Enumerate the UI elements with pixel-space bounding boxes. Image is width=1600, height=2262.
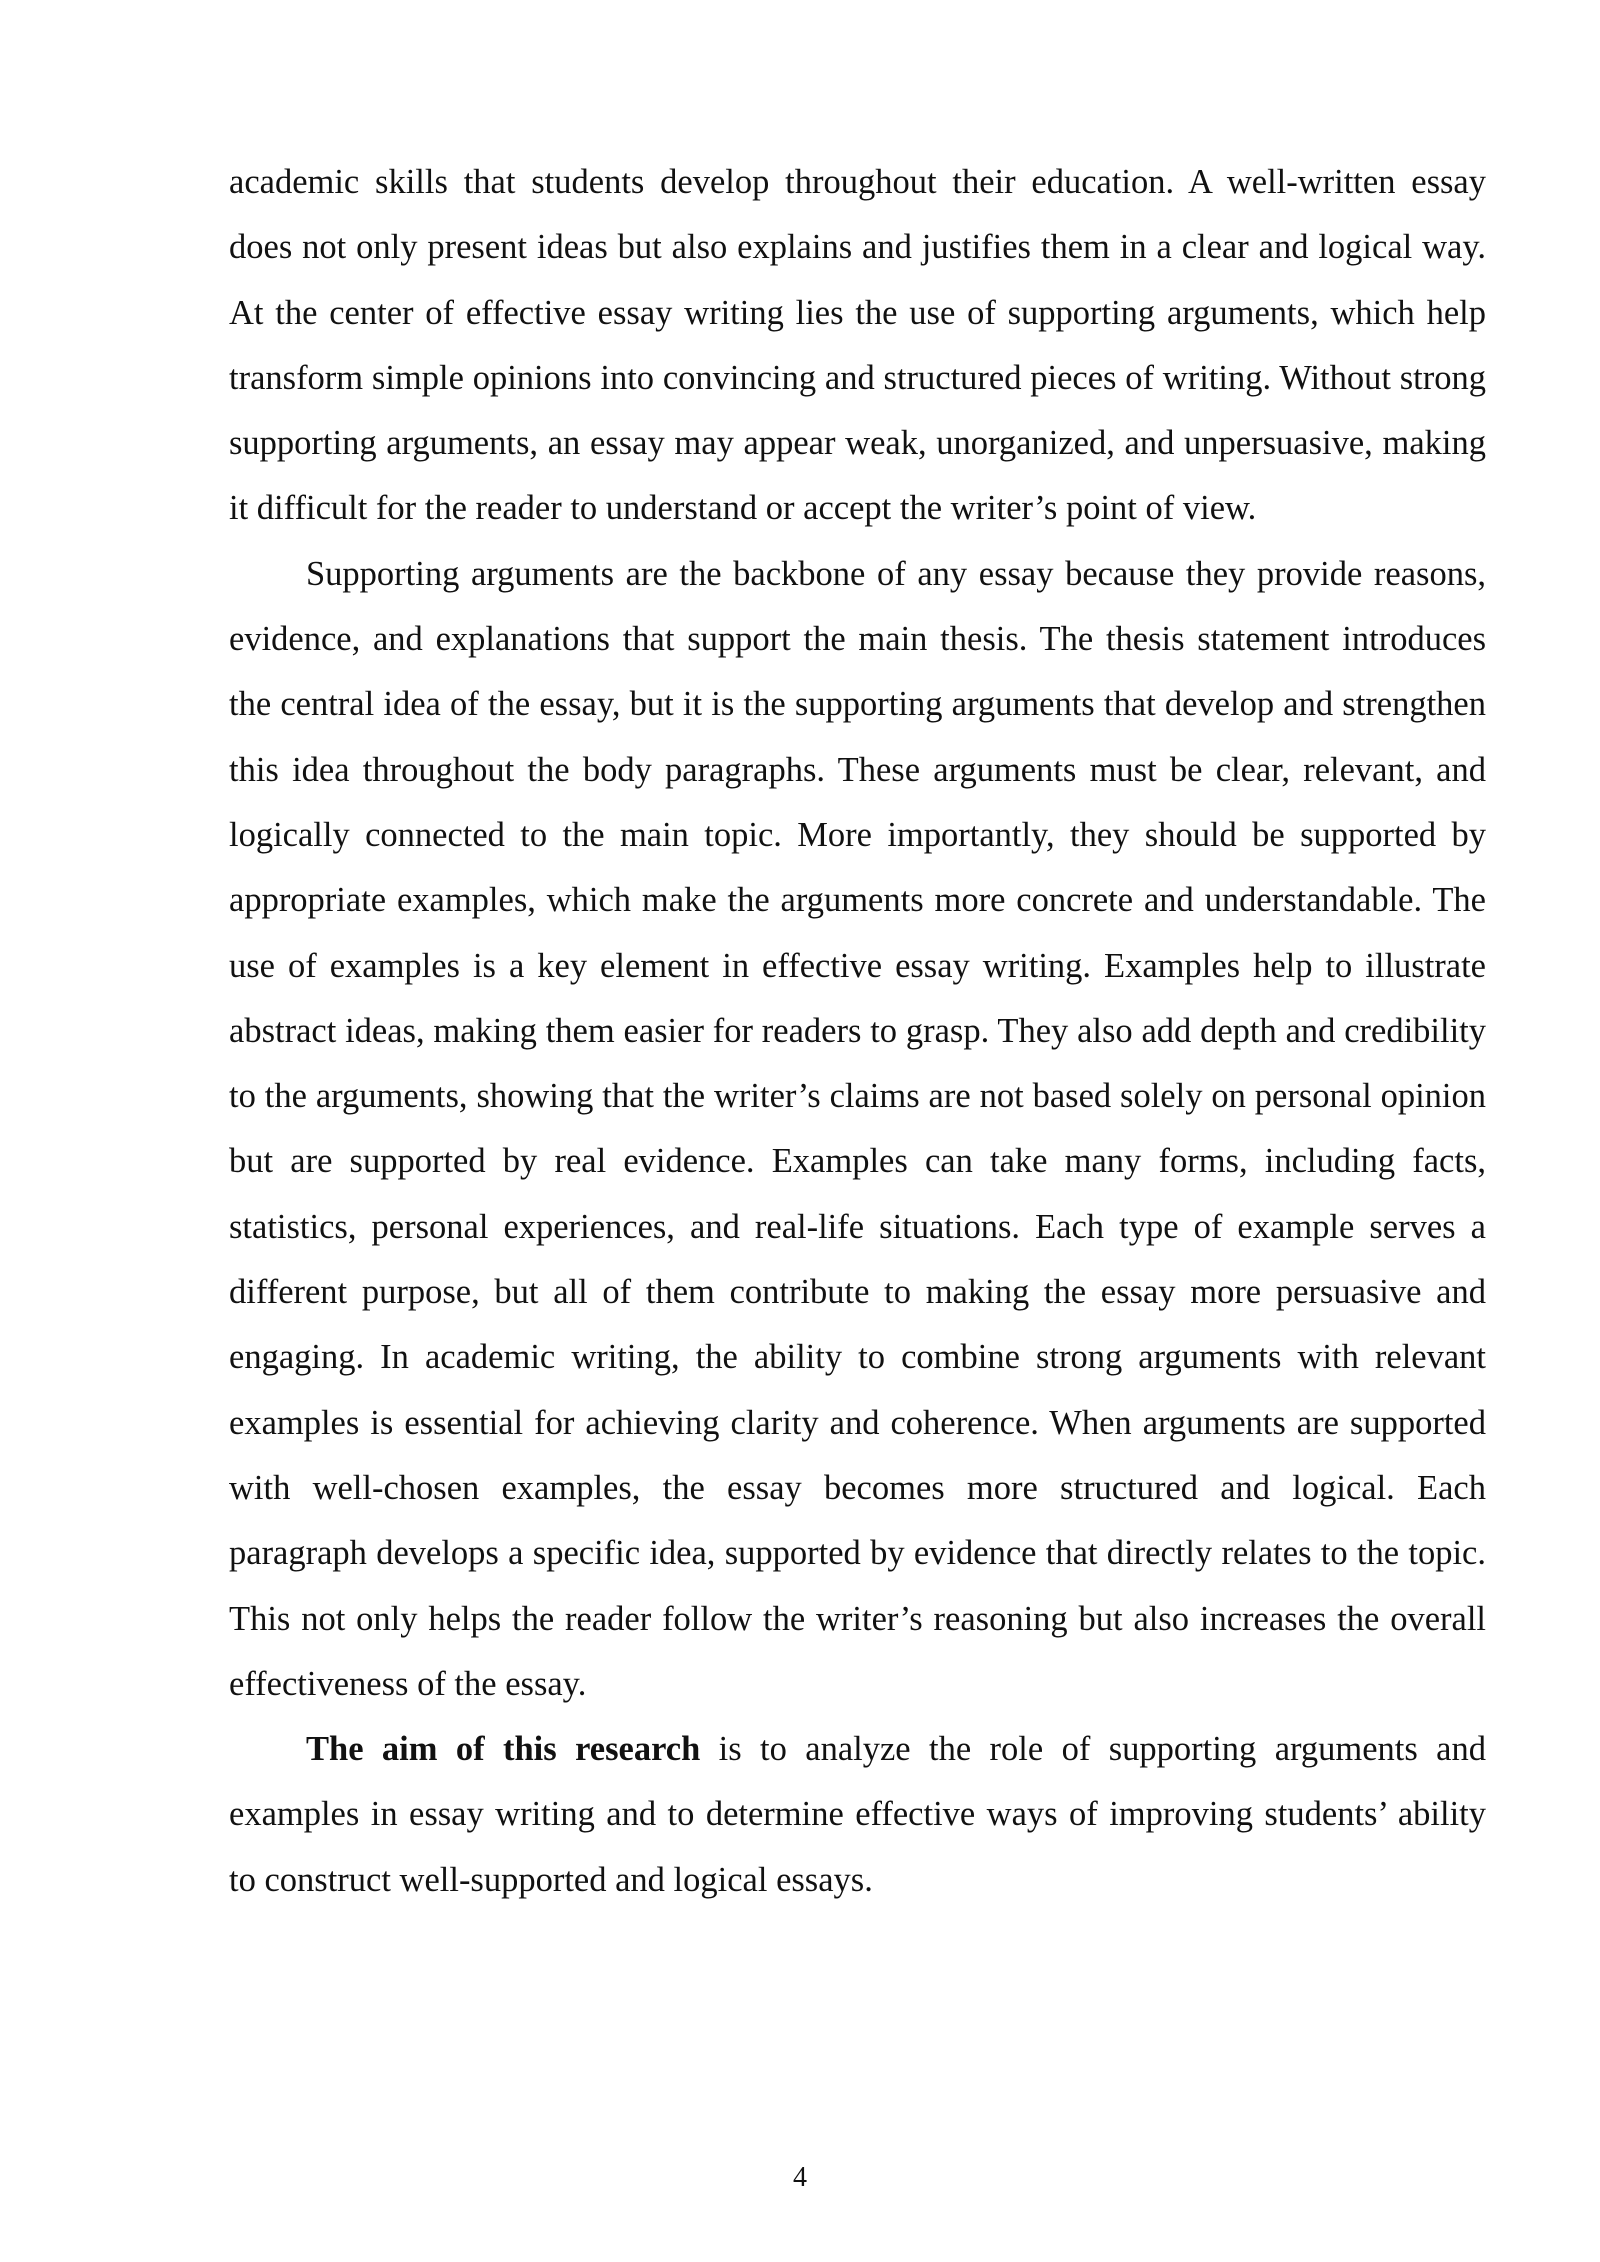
page-number: 4	[793, 2162, 807, 2193]
research-aim-heading: The aim of this research	[306, 1730, 701, 1769]
research-aim-text: is to analyze the role of supporting arguments and examples in essay writing and to determine effective ways of improving students’ ability to construct well-supported and logical essays.	[229, 1730, 1486, 1899]
document-body	[229, 150, 1486, 1913]
paragraph-supporting-arguments: Supporting arguments are the backbone of any essay because they provide reasons, evidence, and explanations that support the main thesis. The thesis statement introduces the central idea of the essay, but it is the supporting arguments that develop and strengthen this idea throughout the body paragraphs. These arguments must be clear, relevant, and logically connected to the main topic. More importantly, they should be supported by appropriate examples, which make the arguments more concrete and understandable. The use of examples is a key element in effective essay writing. Examples help to illustrate abstract ideas, making them easier for readers to grasp. They also add depth and credibility to the arguments, showing that the writer’s claims are not based solely on personal opinion but are supported by real evidence. Examples can take many forms, including facts, statistics, personal experiences, and real-life situations. Each type of example serves a different purpose, but all of them contribute to making the essay more persuasive and engaging. In academic writing, the ability to combine strong arguments with relevant examples is essential for achieving clarity and coherence. When arguments are supported with well-chosen examples, the essay becomes more structured and logical. Each paragraph develops a specific idea, supported by evidence that directly relates to the topic. This not only helps the reader follow the writer’s reasoning but also increases the overall effectiveness of the essay.	[229, 554, 1486, 1703]
paragraph-research-aim	[229, 1717, 1486, 1913]
paragraph-intro-continuation: academic skills that students develop throughout their education. A well-written essay does not only present ideas but also explains and justifies them in a clear and logical way. At the center of effective essay writing lies the use of supporting arguments, which help transform simple opinions into convincing and structured pieces of writing. Without strong supporting arguments, an essay may appear weak, unorganized, and unpersuasive, making it difficult for the reader to understand or accept the writer’s point of view.	[229, 163, 1486, 528]
